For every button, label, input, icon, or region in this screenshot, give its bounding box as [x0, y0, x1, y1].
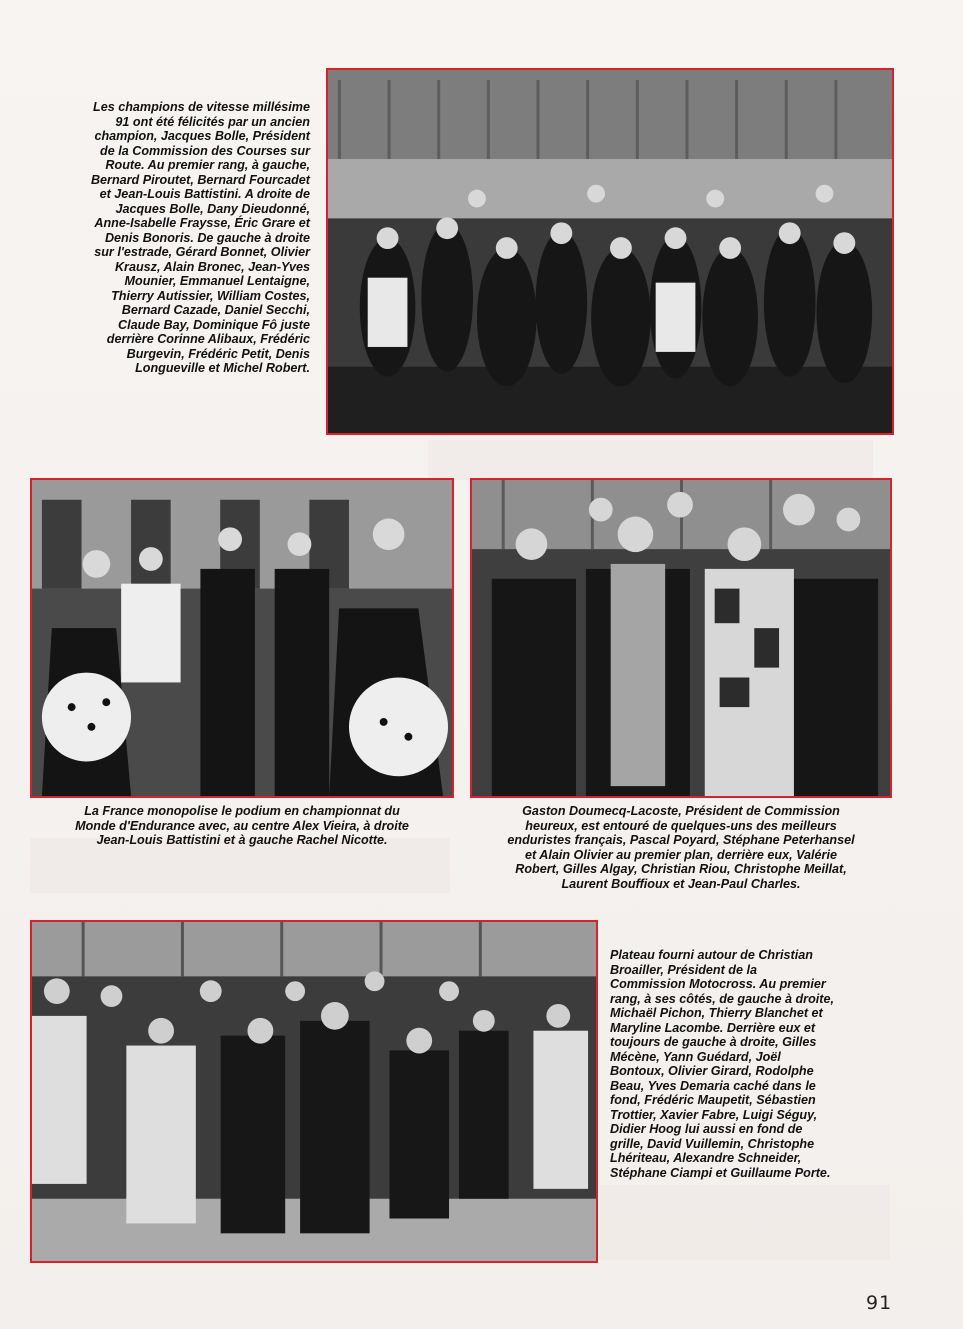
show-through-block	[428, 440, 873, 480]
photo-speed-champions	[326, 68, 894, 435]
caption-enduro: Gaston Doumecq-Lacoste, Président de Commission heureux, est entouré de quelques-uns des meilleurs enduristes français, Pascal Poyard, Stéphane Peterhansel et Alain Olivier au premier plan, derrière eux, Valérie Robert, Gilles Algay, Christian Riou, Christophe Meillat, Laurent Bouffioux et Jean-Paul Charles.	[507, 804, 855, 891]
show-through-block	[600, 1185, 890, 1260]
photo-endurance-podium	[30, 478, 454, 798]
caption-motocross: Plateau fourni autour de Christian Broailler, Président de la Commission Motocross. Au premier rang, à ses côtés, de gauche à droite, Michaël Pichon, Thierry Blanchet et Maryline Lacombe. Derrière eux et toujours de gauche à droite, Gilles Mécène, Yann Guédard, Joël Bontoux, Olivier Girard, Rodolphe Beau, Yves Demaria caché dans le fond, Frédéric Maupetit, Sébastien Trottier, Xavier Fabre, Luigi Séguy, Didier Hoog lui aussi en fond de grille, David Vuillemin, Christophe Lhériteau, Alexandre Schneider, Stéphane Ciampi et Guillaume Porte.	[610, 948, 834, 1180]
photo-motocross-group	[30, 920, 598, 1263]
photo-enduro-group	[470, 478, 892, 798]
caption-speed-champions: Les champions de vitesse millésime 91 ont été félicités par un ancien champion, Jacques Bolle, Président de la Commission des Courses sur Route. Au premier rang, à gauche, Bernard Piroutet, Bernard Fourcadet et Jean-Louis Battistini. A droite de Jacques Bolle, Dany Dieudonné, Anne-Isabelle Fraysse, Éric Grare et Denis Bonoris. De gauche à droite sur l'estrade, Gérard Bonnet, Olivier Krausz, Alain Bronec, Jean-Yves Mounier, Emmanuel Lentaigne, Thierry Autissier, William Costes, Bernard Cazade, Daniel Secchi, Claude Bay, Dominique Fô juste derrière Corinne Alibaux, Frédéric Burgevin, Frédéric Petit, Denis Longueville et Michel Robert.	[90, 100, 310, 375]
page-number: 91	[866, 1292, 893, 1314]
caption-endurance: La France monopolise le podium en championnat du Monde d'Endurance avec, au centre Alex Vieira, à droite Jean-Louis Battistini et à gauche Rachel Nicotte.	[75, 804, 409, 847]
